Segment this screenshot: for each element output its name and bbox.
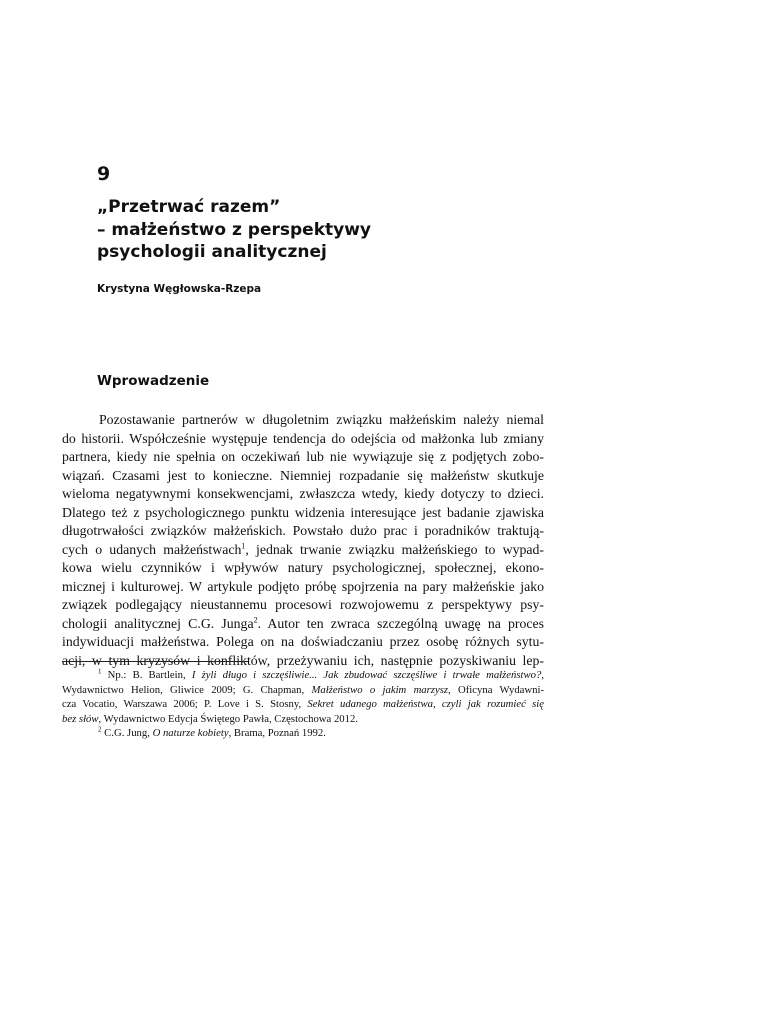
body-line: Pozostawanie partnerów w długoletnim związku małżeńskim należy niemal (99, 412, 544, 427)
footnote-marker: 1 (98, 667, 102, 676)
body-text-segment: , jednak trwanie związku małżeńskiego to wypad- (245, 541, 544, 557)
footnote-text: cza Vocatio, Warszawa 2006; P. Love i S. Stosny, (62, 698, 308, 710)
section-heading: Wprowadzenie (97, 373, 210, 389)
body-text-segment: cych o udanych małżeństwach (62, 541, 242, 557)
footnote-line (62, 683, 544, 698)
footnote-marker: 2 (98, 725, 102, 734)
body-line: wiązań. Czasami jest to konieczne. Niemniej rozpadanie się małżeństw skutkuje (62, 467, 544, 483)
footnote-title: bez słów (62, 712, 99, 725)
footnote-title: I żyli długo i szczęśliwie... Jak zbudować szczęśliwe i trwałe małżeństwo? (191, 669, 542, 681)
footnote-title: O naturze kobiety (152, 727, 229, 739)
footnote-ref: 1 (241, 540, 246, 550)
footnote-2 (62, 726, 544, 741)
footnote-divider (62, 661, 248, 662)
body-line: indywiduacji małżeństwa. Polega on na doświadczaniu przez osobę różnych sytu- (62, 634, 544, 649)
footnote-title: Sekret udanego małżeństwa, czyli jak rozumieć się (307, 698, 544, 710)
body-line: związek podlegający nieustannemu procesowi rozwojowemu z perspektywy psy- (62, 597, 544, 612)
body-line: do historii. Współcześnie występuje tendencja do odejścia od małżonka lub zmiany (62, 430, 544, 446)
footnote-line (62, 712, 544, 727)
footnote-1 (62, 668, 544, 683)
footnote-text: , Wydawnictwo Edycja Świętego Pawła, Częstochowa 2012. (98, 712, 358, 725)
footnote-ref: 2 (253, 614, 258, 624)
body-text-segment: chologii analitycznej C.G. Junga (62, 615, 254, 631)
body-line: długotrwałości związków małżeńskich. Powstało dużo prac i poradników traktują- (62, 523, 544, 538)
body-line: wieloma negatywnymi konsekwencjami, zwłaszcza wtedy, kiedy dotyczy to dzieci. (62, 486, 544, 501)
footnote-line (62, 697, 544, 712)
body-line: kowa wielu czynników i wpływów natury psychologicznej, społecznej, ekono- (62, 560, 544, 575)
footnote-text: Np.: B. Bartlein, (101, 669, 192, 681)
body-text-segment: . Autor ten zwraca szczególną uwagę na proces (257, 615, 545, 631)
footnote-text: , (541, 669, 545, 681)
chapter-title-line: „Przetrwać razem” (97, 197, 281, 217)
body-paragraph (62, 411, 544, 670)
footnote-text: Wydawnictwo Helion, Gliwice 2009; G. Chapman, (62, 683, 312, 696)
footnote-text: , Oficyna Wydawni- (448, 683, 545, 696)
footnote-text: C.G. Jung, (101, 727, 153, 739)
body-line: partnera, kiedy nie spełnia on oczekiwań lub nie wywiązuje się z podjętych zobo- (62, 449, 544, 464)
chapter-number: 9 (97, 163, 111, 185)
footnote-title: Małżeństwo o jakim marzysz (311, 683, 449, 696)
author-name: Krystyna Węgłowska-Rzepa (97, 283, 262, 295)
footnote-text: , Brama, Poznań 1992. (228, 727, 326, 739)
body-line: micznej i kulturowej. W artykule podjęto próbę spojrzenia na pary małżeńskie jako (62, 578, 544, 594)
chapter-title (97, 196, 517, 264)
body-line: acji, w tym kryzysów i konfliktów, przeżywaniu ich, następnie pozyskiwaniu lep- (62, 652, 544, 668)
chapter-title-line: psychologii analitycznej (97, 242, 327, 262)
body-line (62, 541, 544, 560)
footnotes (62, 668, 544, 741)
chapter-title-line: – małżeństwo z perspektywy (97, 219, 372, 240)
body-line (62, 615, 544, 634)
body-line: Dlatego też z psychologicznego punktu widzenia interesujące jest badanie zjawiska (62, 504, 544, 520)
